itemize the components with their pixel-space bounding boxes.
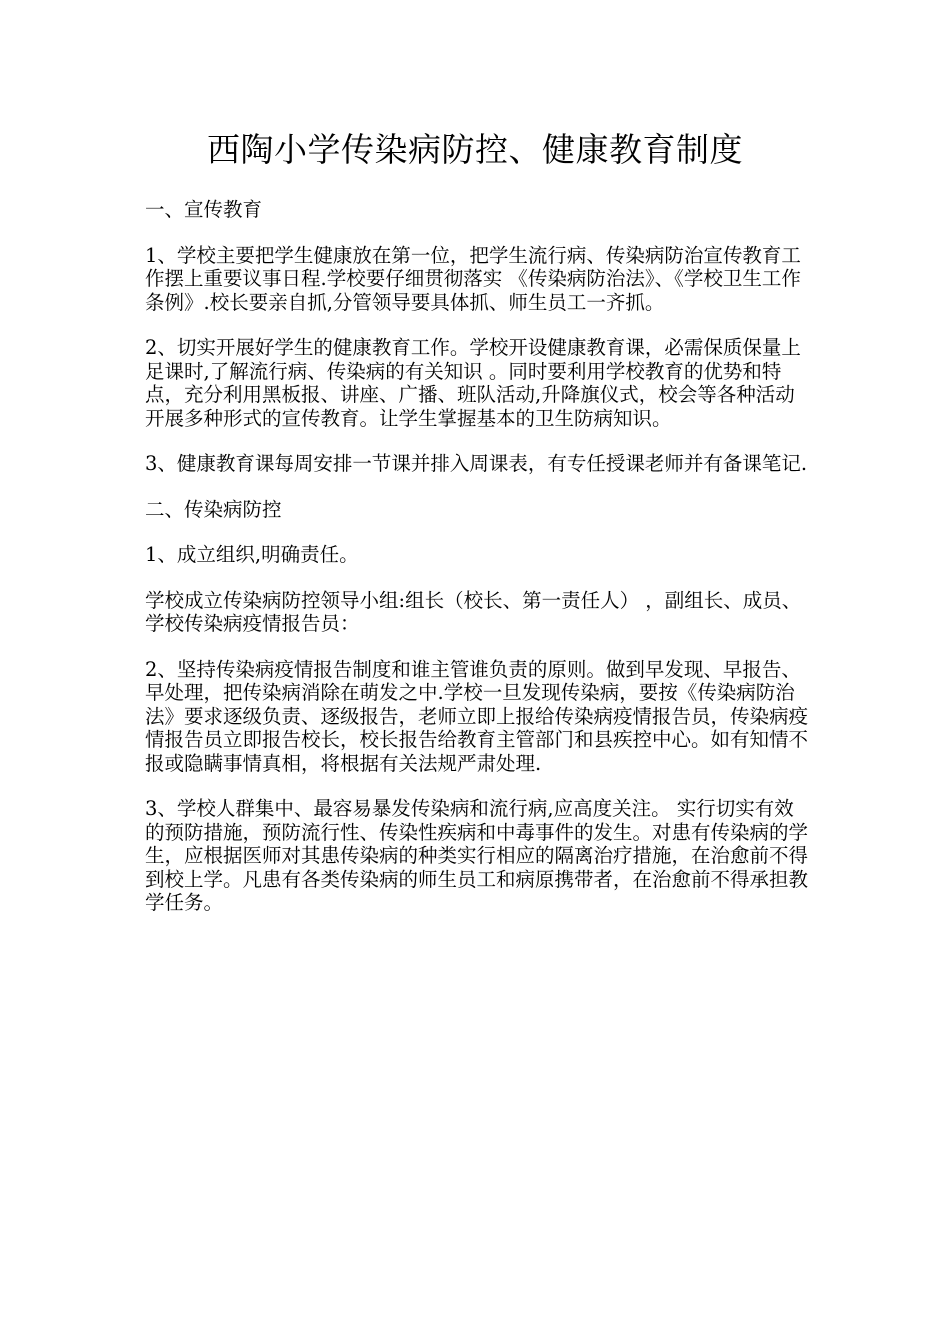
section-heading-publicity: 一、宣传教育 bbox=[145, 198, 263, 221]
paragraph-publicity-1: 1、学校主要把学生健康放在第一位，把学生流行病、传染病防治宣传教育工作摆上重要议事日程.学校要仔细贯彻落实 《传染病防治法》、《学校卫生工作条例》.校长要亲自抓,分管领导要具体抓、师生员工一齐抓。 bbox=[145, 243, 801, 314]
section-heading-prevention: 二、传染病防控 bbox=[145, 497, 282, 521]
document-title: 西陶小学传染病防控、健康教育制度 bbox=[207, 130, 743, 169]
paragraph-prevention-3: 3、学校人群集中、最容易暴发传染病和流行病,应高度关注。 实行切实有效的预防措施，预防流行性、传染性疾病和中毒事件的发生。对患有传染病的学生，应根据医师对其患传染病的种类实行相应的隔离治疗措施，在治愈前不得到校上学。凡患有各类传染病的师生员工和病原携带者，在治愈前不得承担教学任务。 bbox=[145, 797, 809, 914]
paragraph-prevention-1: 1、成立组织,明确责任。 bbox=[145, 543, 359, 566]
document-body bbox=[145, 198, 810, 937]
paragraph-publicity-3: 3、健康教育课每周安排一节课并排入周课表，有专任授课老师并有备课笔记. bbox=[145, 452, 808, 475]
paragraph-prevention-2: 2、坚持传染病疫情报告制度和谁主管谁负责的原则。做到早发现、早报告、早处理，把传染病消除在萌发之中.学校一旦发现传染病，要按《传染病防治法》要求逐级负责、逐级报告，老师立即上报给传染病疫情报告员，传染病疫情报告员立即报告校长，校长报告给教育主管部门和县疾控中心。如有知情不报或隐瞒事情真相，将根据有关法规严肃处理. bbox=[145, 657, 809, 775]
paragraph-publicity-2: 2、切实开展好学生的健康教育工作。学校开设健康教育课，必需保质保量上足课时,了解流行病、传染病的有关知识 。同时要利用学校教育的优势和特点，充分利用黑板报、讲座、广播、班队活动,升降旗仪式，校会等各种活动开展多种形式的宣传教育。让学生掌握基本的卫生防病知识。 bbox=[145, 336, 801, 430]
paragraph-leadership-group: 学校成立传染病防控领导小组:组长（校长、第一责任人） ，副组长、成员、学校传染病疫情报告员： bbox=[145, 588, 802, 635]
